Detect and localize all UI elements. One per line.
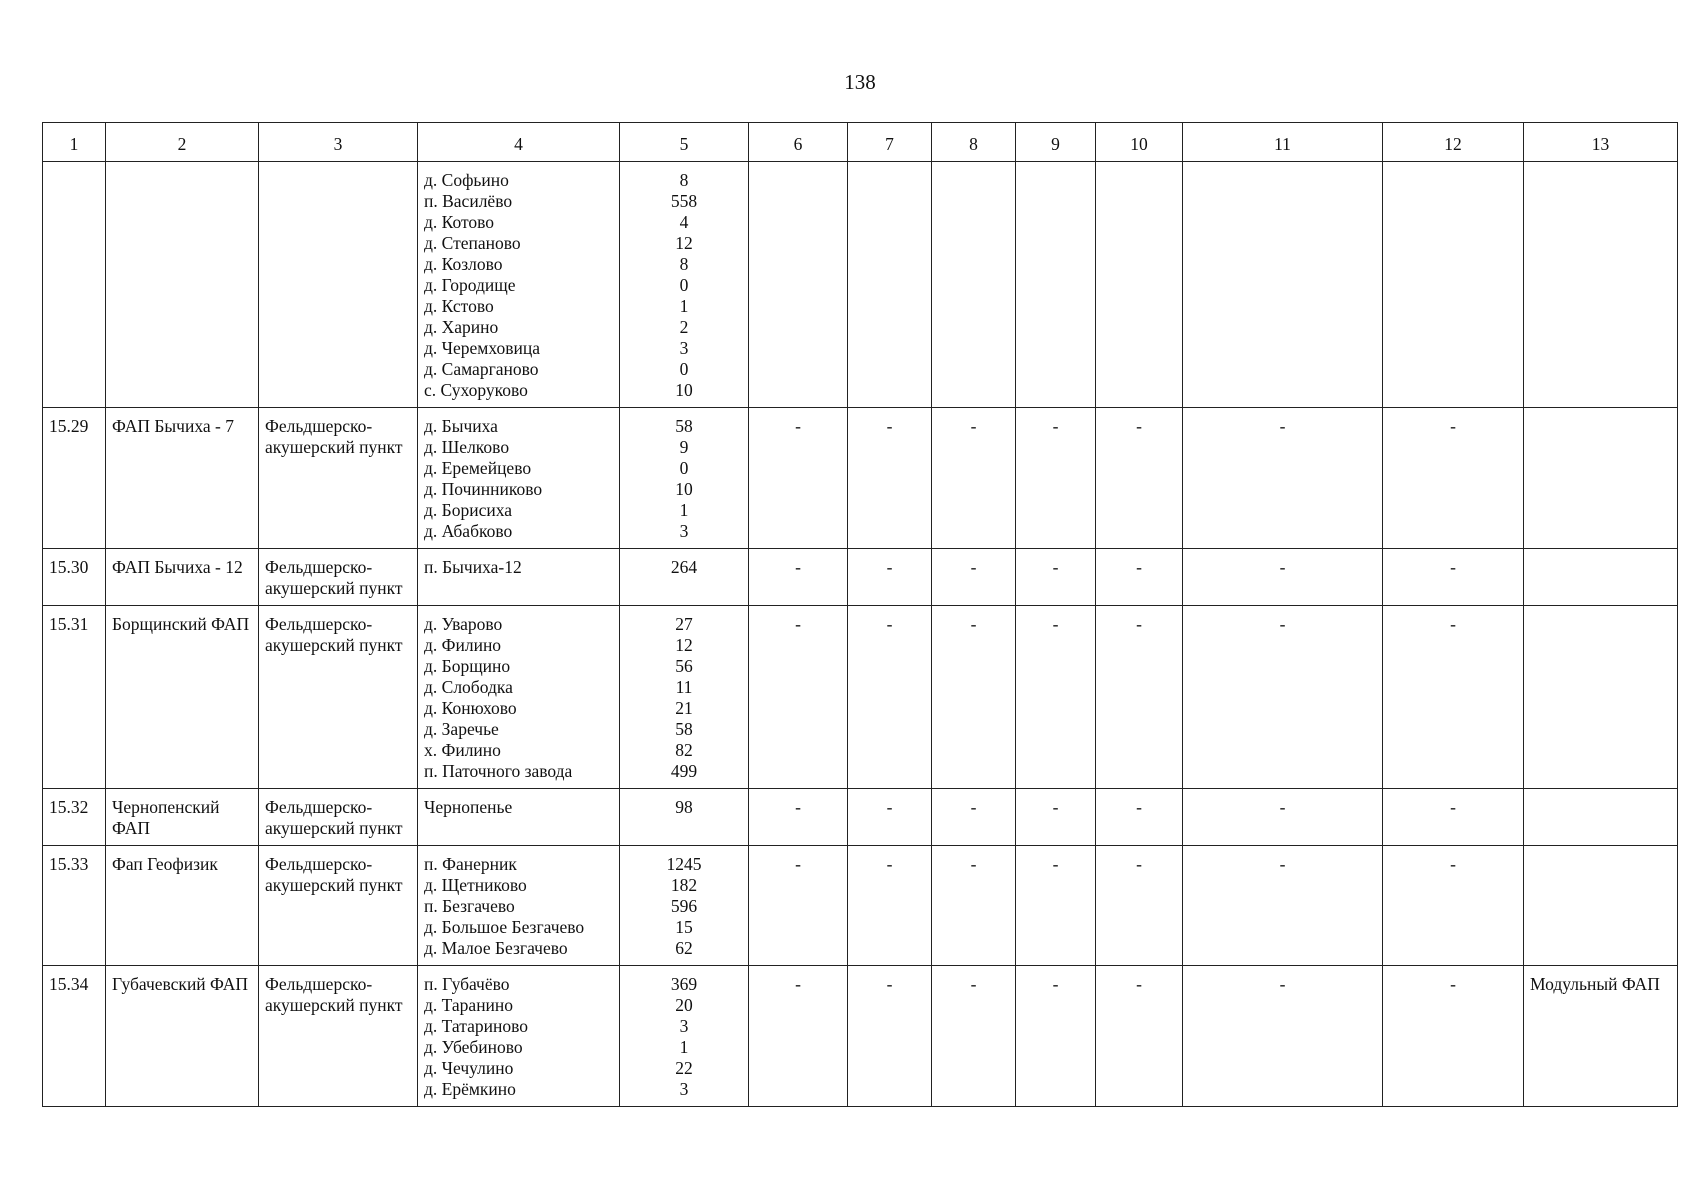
settlements-cell (418, 162, 620, 408)
value-cell-8: - (932, 846, 1016, 966)
settlements-cell-item: д. Бычиха (424, 416, 498, 436)
table-row (43, 789, 1678, 846)
notes-cell (1524, 606, 1678, 789)
value-cell-11 (1183, 162, 1383, 408)
value-cell-7 (848, 162, 932, 408)
value-cell-10 (1096, 162, 1183, 408)
value-cell-9: - (1016, 846, 1096, 966)
value-cell-6 (749, 162, 848, 408)
settlements-cell-item: д. Малое Безгачево (424, 938, 568, 958)
notes-cell: Модульный ФАП (1524, 966, 1678, 1107)
facility-name-cell: Фап Геофизик (106, 846, 259, 966)
settlements-cell-item: д. Уварово (424, 614, 503, 634)
value-cell-9: - (1016, 606, 1096, 789)
population-cell-item: 369 (670, 974, 698, 994)
settlements-cell-item: д. Борисиха (424, 500, 512, 520)
value-cell-10: - (1096, 606, 1183, 789)
header-row (43, 123, 1678, 162)
value-cell-6: - (749, 789, 848, 846)
value-cell-12: - (1383, 789, 1524, 846)
value-cell-12: - (1383, 846, 1524, 966)
value-cell-9: - (1016, 789, 1096, 846)
value-cell-10: - (1096, 846, 1183, 966)
value-cell-8: - (932, 789, 1016, 846)
population-cell-item: 3 (679, 338, 689, 358)
value-cell-10: - (1096, 789, 1183, 846)
value-cell-11: - (1183, 789, 1383, 846)
settlements-cell (418, 549, 620, 606)
table-row (43, 846, 1678, 966)
table-row (43, 966, 1678, 1107)
population-cell-item: 12 (675, 233, 693, 253)
settlements-cell-item: д. Самарганово (424, 359, 539, 379)
population-cell-item: 0 (679, 275, 689, 295)
value-cell-8 (932, 162, 1016, 408)
settlements-cell-item: п. Паточного завода (424, 761, 573, 781)
notes-cell (1524, 789, 1678, 846)
population-cell-item: 0 (679, 359, 689, 379)
population-cell (620, 162, 749, 408)
table-row (43, 549, 1678, 606)
population-cell-item: 58 (675, 416, 693, 436)
settlements-cell-item: Чернопенье (424, 797, 513, 817)
value-cell-7: - (848, 606, 932, 789)
population-cell-item: 62 (675, 938, 693, 958)
population-cell-item: 22 (675, 1058, 693, 1078)
column-header: 7 (848, 123, 932, 162)
value-cell-6: - (749, 408, 848, 549)
settlements-cell-item: с. Сухоруково (424, 380, 528, 400)
row-number-cell: 15.32 (43, 789, 106, 846)
table-row (43, 606, 1678, 789)
population-cell (620, 606, 749, 789)
population-cell-item: 596 (670, 896, 698, 916)
population-cell-item: 1 (679, 1037, 689, 1057)
column-header: 9 (1016, 123, 1096, 162)
population-cell-item: 8 (679, 254, 689, 274)
row-number-cell: 15.34 (43, 966, 106, 1107)
population-cell-item: 27 (675, 614, 693, 634)
settlements-cell-item: д. Котово (424, 212, 495, 232)
value-cell-9: - (1016, 966, 1096, 1107)
value-cell-6: - (749, 966, 848, 1107)
population-cell-item: 12 (675, 635, 693, 655)
value-cell-11: - (1183, 966, 1383, 1107)
value-cell-9: - (1016, 549, 1096, 606)
population-cell-item: 558 (670, 191, 698, 211)
settlements-cell-item: д. Конюхово (424, 698, 517, 718)
facility-name-cell: Губачевский ФАП (106, 966, 259, 1107)
settlements-cell (418, 789, 620, 846)
settlements-cell-item: д. Щетниково (424, 875, 527, 895)
population-cell (620, 549, 749, 606)
settlements-cell (418, 846, 620, 966)
value-cell-12: - (1383, 549, 1524, 606)
value-cell-8: - (932, 966, 1016, 1107)
population-cell-item: 21 (675, 698, 693, 718)
settlements-cell-item: д. Борщино (424, 656, 511, 676)
value-cell-8: - (932, 606, 1016, 789)
column-header: 11 (1183, 123, 1383, 162)
column-header: 5 (620, 123, 749, 162)
value-cell-7: - (848, 966, 932, 1107)
notes-cell (1524, 408, 1678, 549)
settlements-cell-item: д. Черемховица (424, 338, 540, 358)
facility-type-cell: Фельдшерско-акушерский пункт (259, 549, 418, 606)
settlements-cell-item: д. Софьино (424, 170, 509, 190)
settlements-cell-item: д. Еремейцево (424, 458, 532, 478)
population-cell (620, 789, 749, 846)
population-cell (620, 846, 749, 966)
value-cell-7: - (848, 549, 932, 606)
value-cell-12: - (1383, 408, 1524, 549)
facility-type-cell (259, 162, 418, 408)
value-cell-7: - (848, 789, 932, 846)
settlements-cell-item: д. Заречье (424, 719, 499, 739)
value-cell-12: - (1383, 966, 1524, 1107)
notes-cell (1524, 162, 1678, 408)
value-cell-11: - (1183, 606, 1383, 789)
settlements-cell-item: п. Василёво (424, 191, 513, 211)
population-cell-item: 2 (679, 317, 689, 337)
column-header: 1 (43, 123, 106, 162)
value-cell-7: - (848, 846, 932, 966)
column-header: 8 (932, 123, 1016, 162)
settlements-cell-item: д. Степаново (424, 233, 521, 253)
column-header: 10 (1096, 123, 1183, 162)
value-cell-12 (1383, 162, 1524, 408)
population-cell-item: 20 (675, 995, 693, 1015)
facility-type-cell: Фельдшерско-акушерский пункт (259, 408, 418, 549)
settlements-cell-item: х. Филино (424, 740, 501, 760)
column-header: 12 (1383, 123, 1524, 162)
settlements-cell-item: д. Слободка (424, 677, 513, 697)
table-row (43, 162, 1678, 408)
settlements-cell-item: д. Харино (424, 317, 499, 337)
value-cell-10: - (1096, 966, 1183, 1107)
settlements-cell-item: д. Татариново (424, 1016, 528, 1036)
table-row (43, 408, 1678, 549)
row-number-cell: 15.30 (43, 549, 106, 606)
population-cell-item: 9 (679, 437, 689, 457)
settlements-cell-item: д. Кстово (424, 296, 494, 316)
value-cell-10: - (1096, 408, 1183, 549)
settlements-cell-item: п. Губачёво (424, 974, 510, 994)
notes-cell (1524, 846, 1678, 966)
settlements-cell-item: д. Абабково (424, 521, 513, 541)
value-cell-8: - (932, 408, 1016, 549)
value-cell-9: - (1016, 408, 1096, 549)
facility-type-cell: Фельдшерско-акушерский пункт (259, 606, 418, 789)
column-header: 2 (106, 123, 259, 162)
settlements-cell (418, 966, 620, 1107)
row-number-cell: 15.31 (43, 606, 106, 789)
facility-type-cell: Фельдшерско-акушерский пункт (259, 966, 418, 1107)
population-cell-item: 15 (675, 917, 693, 937)
population-cell-item: 1 (679, 500, 689, 520)
row-number-cell (43, 162, 106, 408)
value-cell-6: - (749, 549, 848, 606)
value-cell-11: - (1183, 846, 1383, 966)
settlements-cell-item: д. Убебиново (424, 1037, 523, 1057)
facility-name-cell: Чернопенский ФАП (106, 789, 259, 846)
facilities-table (42, 122, 1678, 1107)
column-header: 4 (418, 123, 620, 162)
settlements-cell-item: д. Ерёмкино (424, 1079, 516, 1099)
facility-name-cell (106, 162, 259, 408)
value-cell-8: - (932, 549, 1016, 606)
column-header: 13 (1524, 123, 1678, 162)
population-cell-item: 3 (679, 1079, 689, 1099)
settlements-cell-item: п. Фанерник (424, 854, 517, 874)
population-cell-item: 58 (675, 719, 693, 739)
row-number-cell: 15.29 (43, 408, 106, 549)
column-header: 6 (749, 123, 848, 162)
facility-name-cell: ФАП Бычиха - 12 (106, 549, 259, 606)
population-cell-item: 98 (675, 797, 693, 817)
population-cell-item: 56 (675, 656, 693, 676)
population-cell-item: 8 (679, 170, 689, 190)
settlements-cell-item: д. Чечулино (424, 1058, 514, 1078)
settlements-cell (418, 408, 620, 549)
value-cell-6: - (749, 846, 848, 966)
population-cell-item: 3 (679, 521, 689, 541)
value-cell-11: - (1183, 408, 1383, 549)
settlements-cell-item: д. Филино (424, 635, 502, 655)
settlements-cell-item: д. Таранино (424, 995, 514, 1015)
population-cell-item: 10 (675, 380, 693, 400)
value-cell-9 (1016, 162, 1096, 408)
value-cell-6: - (749, 606, 848, 789)
population-cell-item: 10 (675, 479, 693, 499)
facility-name-cell: ФАП Бычиха - 7 (106, 408, 259, 549)
value-cell-11: - (1183, 549, 1383, 606)
value-cell-12: - (1383, 606, 1524, 789)
settlements-cell-item: д. Большое Безгачево (424, 917, 585, 937)
settlements-cell-item: д. Козлово (424, 254, 503, 274)
value-cell-10: - (1096, 549, 1183, 606)
population-cell-item: 264 (670, 557, 698, 577)
population-cell-item: 82 (675, 740, 693, 760)
settlements-cell-item: п. Безгачево (424, 896, 515, 916)
population-cell-item: 3 (679, 1016, 689, 1036)
page-number: 138 (844, 70, 876, 94)
population-cell-item: 1245 (666, 854, 702, 874)
notes-cell (1524, 549, 1678, 606)
facility-name-cell: Борщинский ФАП (106, 606, 259, 789)
population-cell-item: 182 (670, 875, 698, 895)
settlements-cell-item: д. Городище (424, 275, 516, 295)
population-cell-item: 0 (679, 458, 689, 478)
column-header: 3 (259, 123, 418, 162)
settlements-cell-item: п. Бычиха-12 (424, 557, 522, 577)
facility-type-cell: Фельдшерско-акушерский пункт (259, 846, 418, 966)
row-number-cell: 15.33 (43, 846, 106, 966)
population-cell-item: 1 (679, 296, 689, 316)
population-cell (620, 408, 749, 549)
population-cell-item: 11 (675, 677, 693, 697)
population-cell-item: 499 (670, 761, 698, 781)
settlements-cell-item: д. Шелково (424, 437, 510, 457)
settlements-cell-item: д. Починниково (424, 479, 543, 499)
population-cell (620, 966, 749, 1107)
value-cell-7: - (848, 408, 932, 549)
population-cell-item: 4 (679, 212, 689, 232)
settlements-cell (418, 606, 620, 789)
facility-type-cell: Фельдшерско-акушерский пункт (259, 789, 418, 846)
